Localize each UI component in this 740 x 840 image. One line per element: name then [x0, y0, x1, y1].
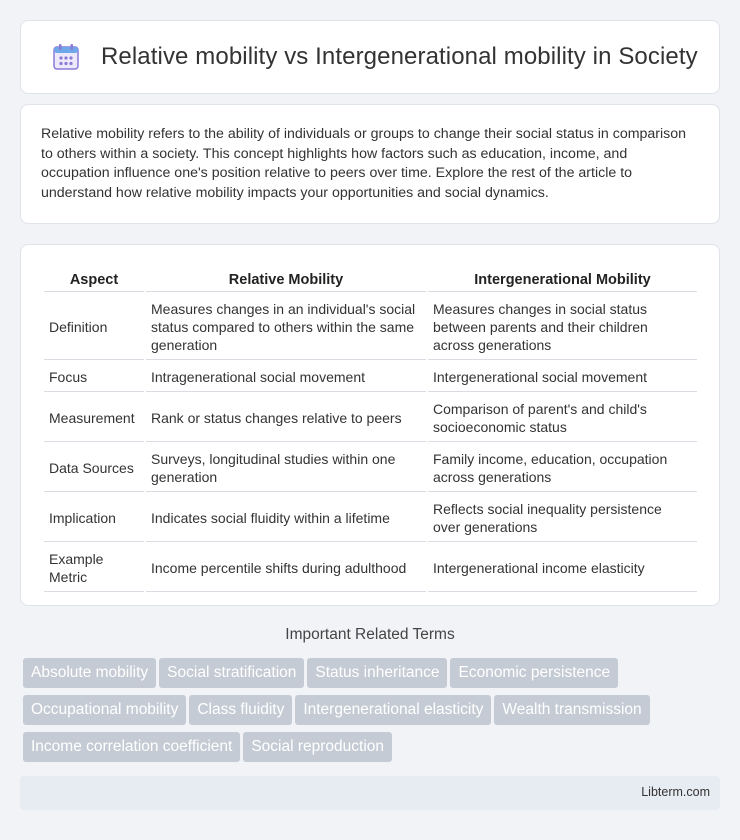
table-row	[44, 362, 697, 392]
table-row	[44, 394, 697, 442]
related-terms-title: Important Related Terms	[285, 626, 455, 643]
table-row	[44, 494, 697, 542]
comparison-table	[42, 265, 699, 594]
term-tag[interactable]: Economic persistence	[450, 658, 618, 688]
table-cell: Data Sources	[44, 444, 144, 492]
term-tag[interactable]: Income correlation coefficient	[23, 732, 240, 762]
table-cell: Measures changes in social status between parents and their children across generations	[428, 294, 697, 360]
table-cell: Intergenerational income elasticity	[428, 544, 697, 592]
table-cell: Family income, education, occupation across generations	[428, 444, 697, 492]
table-cell: Definition	[44, 294, 144, 360]
term-tag[interactable]: Social stratification	[159, 658, 304, 688]
table-cell: Indicates social fluidity within a lifetime	[146, 494, 426, 542]
related-terms-list	[23, 658, 703, 769]
table-row	[44, 294, 697, 360]
column-header-aspect: Aspect	[44, 267, 144, 292]
term-tag[interactable]: Intergenerational elasticity	[295, 695, 491, 725]
term-tag[interactable]: Occupational mobility	[23, 695, 186, 725]
term-tag[interactable]: Wealth transmission	[494, 695, 649, 725]
term-tag[interactable]: Status inheritance	[307, 658, 447, 688]
column-header-relative: Relative Mobility	[146, 267, 426, 292]
table-row	[44, 444, 697, 492]
calendar-icon	[51, 42, 81, 72]
term-tag[interactable]: Absolute mobility	[23, 658, 156, 688]
table-cell: Rank or status changes relative to peers	[146, 394, 426, 442]
term-tag[interactable]: Class fluidity	[189, 695, 292, 725]
table-cell: Income percentile shifts during adulthood	[146, 544, 426, 592]
term-tag[interactable]: Social reproduction	[243, 732, 392, 762]
intro-card	[20, 104, 720, 224]
table-row	[44, 544, 697, 592]
table-header-row	[44, 267, 697, 292]
table-cell: Intergenerational social movement	[428, 362, 697, 392]
footer	[20, 776, 720, 810]
table-cell: Implication	[44, 494, 144, 542]
table-cell: Measures changes in an individual's social status compared to others within the same generation	[146, 294, 426, 360]
intro-text: Relative mobility refers to the ability of individuals or groups to change their social status in comparison to others within a society. This concept highlights how factors such as education, income, and occupation influence one's position relative to peers over time. Explore the rest of the article to understand how relative mobility impacts your opportunities and social dynamics.	[41, 126, 687, 201]
table-cell: Focus	[44, 362, 144, 392]
table-cell: Comparison of parent's and child's socioeconomic status	[428, 394, 697, 442]
table-cell: Example Metric	[44, 544, 144, 592]
table-cell: Intragenerational social movement	[146, 362, 426, 392]
page-title: Relative mobility vs Intergenerational mobility in Society	[101, 43, 698, 70]
comparison-table-card	[20, 244, 720, 606]
table-cell: Reflects social inequality persistence over generations	[428, 494, 697, 542]
table-cell: Surveys, longitudinal studies within one generation	[146, 444, 426, 492]
table-cell: Measurement	[44, 394, 144, 442]
column-header-intergenerational: Intergenerational Mobility	[428, 267, 697, 292]
header-card	[20, 20, 720, 94]
footer-site-link[interactable]: Libterm.com	[641, 785, 710, 799]
